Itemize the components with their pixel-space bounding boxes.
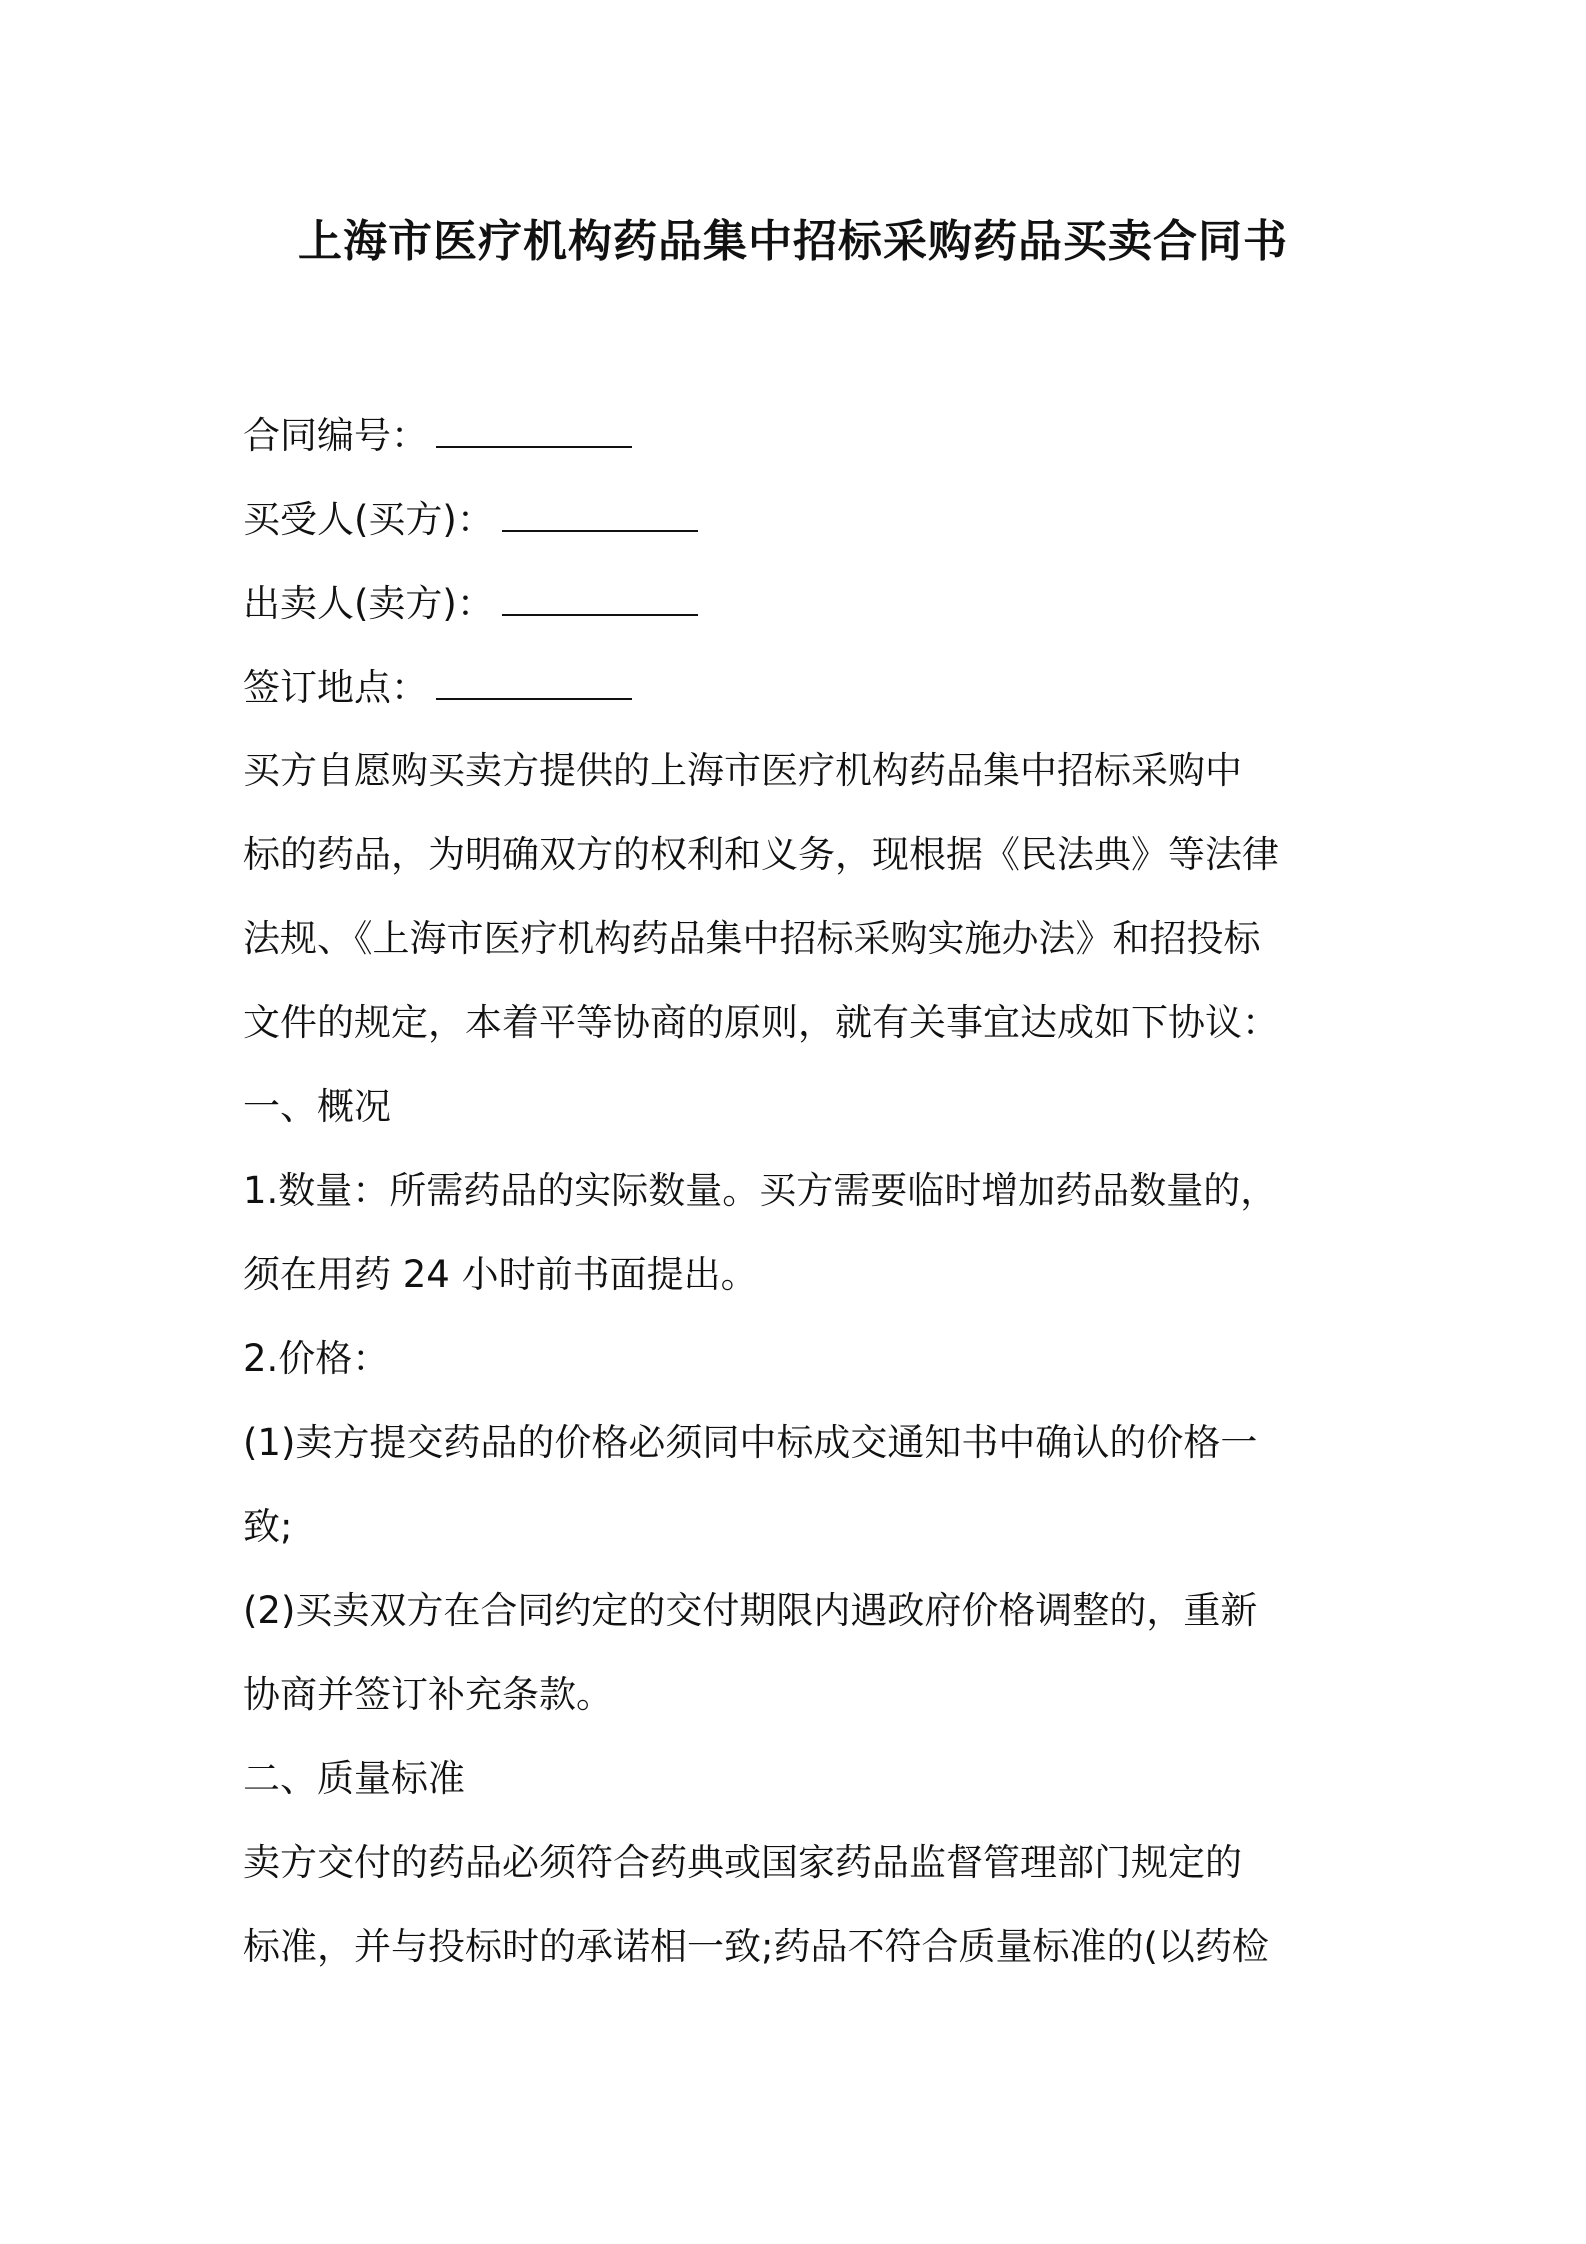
body-line: 标准，并与投标时的承诺相一致;药品不符合质量标准的(以药检 [243,1925,1269,1968]
body-line: 卖方交付的药品必须符合药典或国家药品监督管理部门规定的 [243,1841,1242,1884]
field-label: 买受人(买方)： [243,498,494,541]
seller-blank[interactable] [502,578,698,616]
field-label: 合同编号： [243,414,428,457]
signing-place-blank[interactable] [436,662,632,700]
section-heading: 二、质量标准 [243,1757,465,1800]
body-line: 1.数量：所需药品的实际数量。买方需要临时增加药品数量的， [243,1169,1278,1212]
body-line: 文件的规定，本着平等协商的原则，就有关事宜达成如下协议： [243,1001,1279,1044]
body-line: 法规、《上海市医疗机构药品集中招标采购实施办法》和招投标 [243,917,1261,960]
body-line: 标的药品，为明确双方的权利和义务，现根据《民法典》等法律 [243,833,1279,876]
body-line: (1)卖方提交药品的价格必须同中标成交通知书中确认的价格一 [243,1421,1258,1464]
body-line: 致; [243,1505,293,1548]
field-label: 出卖人(卖方)： [243,582,494,625]
field-signing-place [243,662,1363,713]
body-line: (2)买卖双方在合同约定的交付期限内遇政府价格调整的，重新 [243,1589,1258,1632]
field-label: 签订地点： [243,666,428,709]
document-title: 上海市医疗机构药品集中招标采购药品买卖合同书 [298,216,1288,267]
field-contract-number [243,410,1363,461]
field-buyer [243,494,1363,545]
section-heading: 一、概况 [243,1085,391,1128]
contract-number-blank[interactable] [436,410,632,448]
body-line: 2.价格： [243,1337,390,1380]
body-line: 协商并签订补充条款。 [243,1673,613,1716]
body-line: 买方自愿购买卖方提供的上海市医疗机构药品集中招标采购中 [243,749,1242,792]
body-line: 须在用药 24 小时前书面提出。 [243,1253,758,1296]
buyer-blank[interactable] [502,494,698,532]
field-seller [243,578,1363,629]
